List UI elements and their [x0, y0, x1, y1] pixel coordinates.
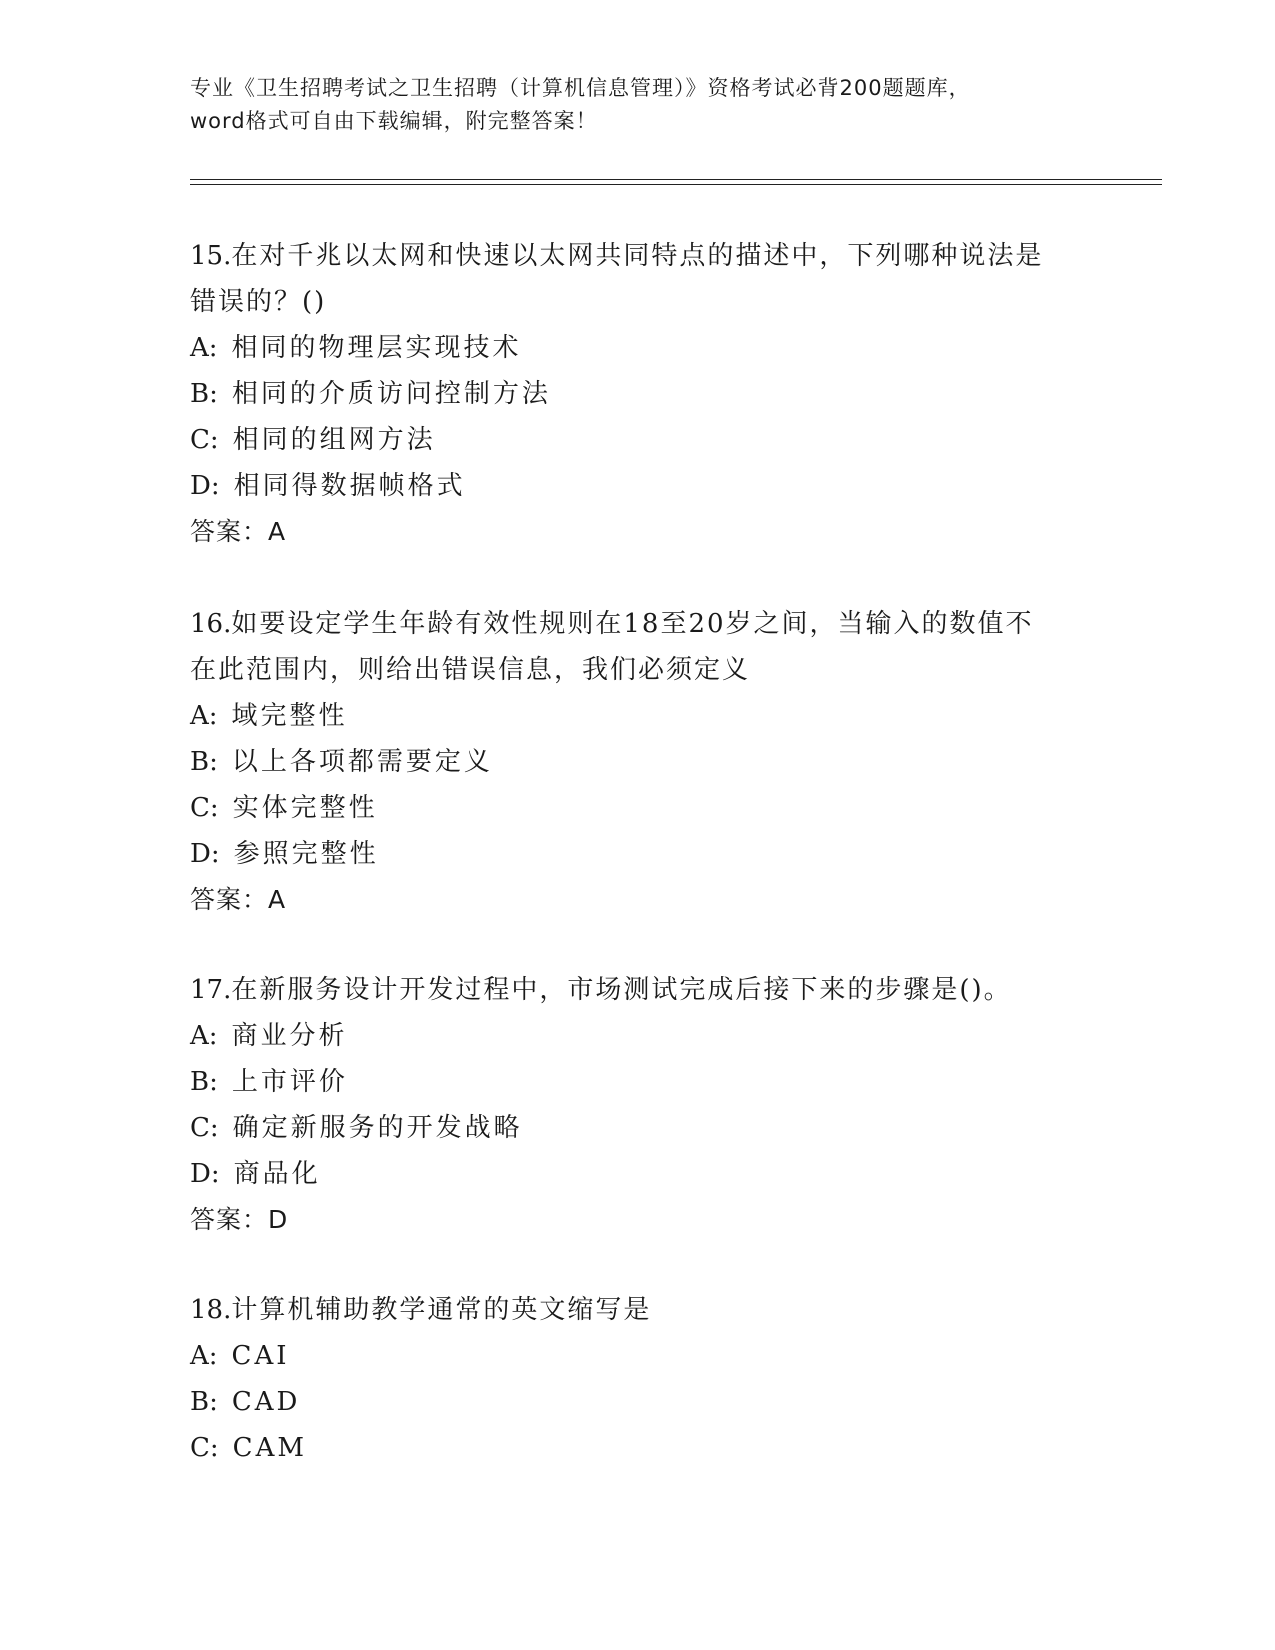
option-b: [190, 1379, 1090, 1425]
option-text: 确定新服务的开发战略: [232, 1113, 523, 1143]
question-text-line-2: 在此范围内，则给出错误信息，我们必须定义: [190, 655, 751, 685]
question-number: 15.: [190, 241, 232, 271]
question-text: [190, 1287, 1090, 1333]
option-key: A: [190, 333, 209, 363]
option-separator: :: [209, 1387, 218, 1417]
header-line-1: 专业《卫生招聘考试之卫生招聘（计算机信息管理）》资格考试必背200题题库，: [190, 76, 971, 100]
option-key: C: [190, 793, 210, 823]
option-separator: :: [209, 1113, 219, 1143]
option-a: [190, 693, 1090, 739]
option-separator: :: [208, 1021, 218, 1051]
option-separator: :: [209, 1067, 218, 1097]
option-separator: :: [210, 839, 220, 869]
question-text: [190, 233, 1090, 279]
option-key: C: [190, 425, 210, 455]
question-number: 16.: [190, 609, 232, 639]
option-key: A: [190, 701, 209, 731]
option-c: [190, 417, 1090, 463]
option-separator: :: [209, 793, 219, 823]
option-a: [190, 1013, 1090, 1059]
answer: 答案：A: [190, 517, 287, 546]
question-18: [190, 1287, 1090, 1471]
option-text: CAI: [231, 1341, 290, 1371]
option-text: CAD: [231, 1387, 301, 1417]
question-number: 17.: [190, 975, 232, 1005]
option-text: 相同的介质访问控制方法: [231, 379, 551, 409]
answer: 答案：A: [190, 885, 287, 914]
option-text: 上市评价: [231, 1067, 348, 1097]
option-a: [190, 1333, 1090, 1379]
option-separator: :: [209, 425, 219, 455]
option-key: D: [190, 839, 211, 869]
question-number: 18.: [190, 1295, 232, 1325]
document-header: [190, 72, 1090, 138]
question-text: [190, 967, 1090, 1013]
question-text-line-2: 错误的？(): [190, 287, 327, 317]
option-a: [190, 325, 1090, 371]
option-key: B: [190, 747, 210, 777]
option-separator: :: [208, 333, 218, 363]
option-c: [190, 1105, 1090, 1151]
option-separator: :: [209, 1433, 219, 1463]
option-text: 商品化: [233, 1159, 321, 1189]
option-key: D: [190, 1159, 211, 1189]
option-text: 实体完整性: [232, 793, 378, 823]
option-d: [190, 1151, 1090, 1197]
option-text: 相同得数据帧格式: [233, 471, 466, 501]
option-b: [190, 371, 1090, 417]
question-16: [190, 601, 1090, 923]
question-text-line-1: 在新服务设计开发过程中，市场测试完成后接下来的步骤是()。: [231, 975, 1012, 1005]
option-key: B: [190, 1387, 210, 1417]
question-text-line-1: 如要设定学生年龄有效性规则在18至20岁之间，当输入的数值不: [231, 609, 1034, 639]
question-text: [190, 601, 1090, 647]
option-b: [190, 739, 1090, 785]
option-text: 参照完整性: [233, 839, 379, 869]
option-separator: :: [209, 747, 218, 777]
option-c: [190, 1425, 1090, 1471]
header-line-2: word格式可自由下载编辑，附完整答案！: [190, 109, 598, 133]
option-key: D: [190, 471, 211, 501]
option-separator: :: [209, 379, 218, 409]
option-separator: :: [208, 1341, 218, 1371]
option-key: B: [190, 1067, 210, 1097]
option-separator: :: [210, 471, 220, 501]
option-d: [190, 463, 1090, 509]
option-text: 商业分析: [231, 1021, 348, 1051]
option-c: [190, 785, 1090, 831]
option-text: 相同的组网方法: [232, 425, 436, 455]
question-text-line-1: 在对千兆以太网和快速以太网共同特点的描述中，下列哪种说法是: [231, 241, 1044, 271]
option-text: 域完整性: [231, 701, 348, 731]
option-key: B: [190, 379, 210, 409]
option-key: A: [190, 1341, 209, 1371]
option-key: A: [190, 1021, 209, 1051]
option-key: C: [190, 1113, 210, 1143]
option-b: [190, 1059, 1090, 1105]
header-divider-top: [190, 179, 1162, 180]
option-text: 相同的物理层实现技术: [231, 333, 522, 363]
option-key: C: [190, 1433, 210, 1463]
option-separator: :: [210, 1159, 220, 1189]
header-divider-bottom: [190, 184, 1162, 185]
question-text-line-1: 计算机辅助教学通常的英文缩写是: [231, 1295, 652, 1325]
option-text: CAM: [232, 1433, 307, 1463]
option-separator: :: [208, 701, 218, 731]
answer: 答案：D: [190, 1205, 289, 1234]
option-text: 以上各项都需要定义: [231, 747, 493, 777]
question-17: [190, 967, 1090, 1243]
option-d: [190, 831, 1090, 877]
question-15: [190, 233, 1090, 555]
